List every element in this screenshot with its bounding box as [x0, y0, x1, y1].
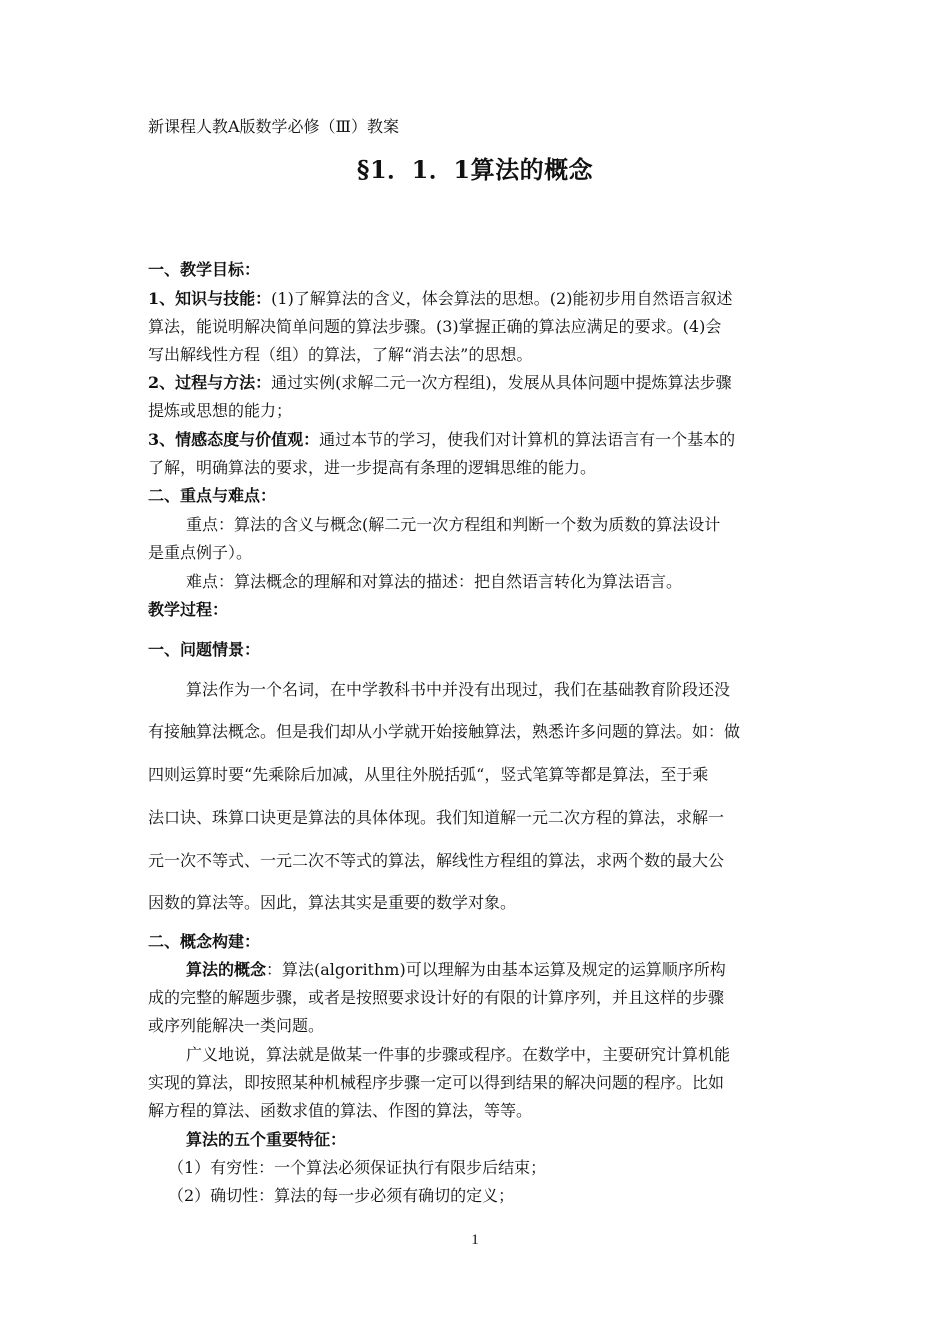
page-number: 1: [471, 1232, 479, 1248]
broad-line-1: 广义地说，算法就是做某一件事的步骤或程序。在数学中，主要研究计算机能: [186, 1045, 731, 1064]
goal-2-label: 2、过程与方法：: [148, 373, 272, 392]
situation-line-3: 四则运算时要“先乘除后加减，从里往外脱括弧“，竖式笔算等都是算法，至于乘: [148, 765, 709, 784]
goal-1-line-2: 算法，能说明解决简单问题的算法步骤。(3)掌握正确的算法应满足的要求。(4)会: [148, 317, 722, 336]
goal-1-label: 1、知识与技能：: [148, 289, 272, 308]
goal-3-text: 通过本节的学习，使我们对计算机的算法语言有一个基本的: [319, 430, 736, 449]
goal-1-line-1: [148, 285, 732, 313]
goal-3-label: 3、情感态度与价值观：: [148, 430, 320, 449]
goal-2-line-1: [148, 369, 732, 397]
goal-2-text: 通过实例(求解二元一次方程组)，发展从具体问题中提炼算法步骤: [271, 373, 732, 392]
situation-heading: 一、问题情景：: [148, 640, 261, 659]
lesson-title: §1．1．1算法的概念: [356, 155, 594, 184]
course-header: 新课程人教A版数学必修（Ⅲ）教案: [148, 117, 399, 136]
difficult-point: 难点：算法概念的理解和对算法的描述：把自然语言转化为算法语言。: [186, 572, 683, 591]
feature-item: （2）确切性：算法的每一步必须有确切的定义；: [168, 1186, 515, 1205]
definition-label: 算法的概念: [186, 960, 267, 979]
process-heading: 教学过程：: [148, 600, 229, 619]
goal-2-line-2: 提炼或思想的能力；: [148, 401, 293, 420]
concept-heading: 二、概念构建：: [148, 932, 261, 951]
key-point-line-2: 是重点例子）。: [148, 543, 253, 562]
definition-line-3: 或序列能解决一类问题。: [148, 1016, 325, 1035]
goal-3-line-1: [148, 426, 735, 454]
situation-line-4: 法口诀、珠算口诀更是算法的具体体现。我们知道解一元二次方程的算法，求解一: [148, 808, 725, 827]
situation-line-2: 有接触算法概念。但是我们却从小学就开始接触算法，熟悉许多问题的算法。如：做: [148, 722, 741, 741]
goal-1-text: (1)了解算法的含义，体会算法的思想。(2)能初步用自然语言叙述: [271, 289, 733, 308]
key-heading: 二、重点与难点：: [148, 486, 277, 505]
goal-1-line-3: 写出解线性方程（组）的算法，了解“消去法”的思想。: [148, 345, 533, 364]
goals-heading: 一、教学目标：: [148, 260, 261, 279]
goal-3-line-2: 了解，明确算法的要求，进一步提高有条理的逻辑思维的能力。: [148, 458, 597, 477]
feature-item: （1）有穷性：一个算法必须保证执行有限步后结束；: [168, 1158, 547, 1177]
key-point-line-1: 重点：算法的含义与概念(解二元一次方程组和判断一个数为质数的算法设计: [186, 515, 721, 534]
definition-line-1: [148, 956, 726, 984]
broad-line-2: 实现的算法，即按照某种机械程序步骤一定可以得到结果的解决问题的程序。比如: [148, 1073, 725, 1092]
definition-line-2: 成的完整的解题步骤，或者是按照要求设计好的有限的计算序列，并且这样的步骤: [148, 988, 725, 1007]
situation-line-1: 算法作为一个名词，在中学教科书中并没有出现过，我们在基础教育阶段还没: [186, 680, 731, 699]
broad-line-3: 解方程的算法、函数求值的算法、作图的算法，等等。: [148, 1101, 533, 1120]
situation-line-6: 因数的算法等。因此，算法其实是重要的数学对象。: [148, 893, 517, 912]
features-heading: 算法的五个重要特征：: [186, 1130, 347, 1149]
situation-line-5: 元一次不等式、一元二次不等式的算法，解线性方程组的算法，求两个数的最大公: [148, 851, 725, 870]
definition-text: ：算法(algorithm)可以理解为由基本运算及规定的运算顺序所构: [266, 960, 726, 979]
